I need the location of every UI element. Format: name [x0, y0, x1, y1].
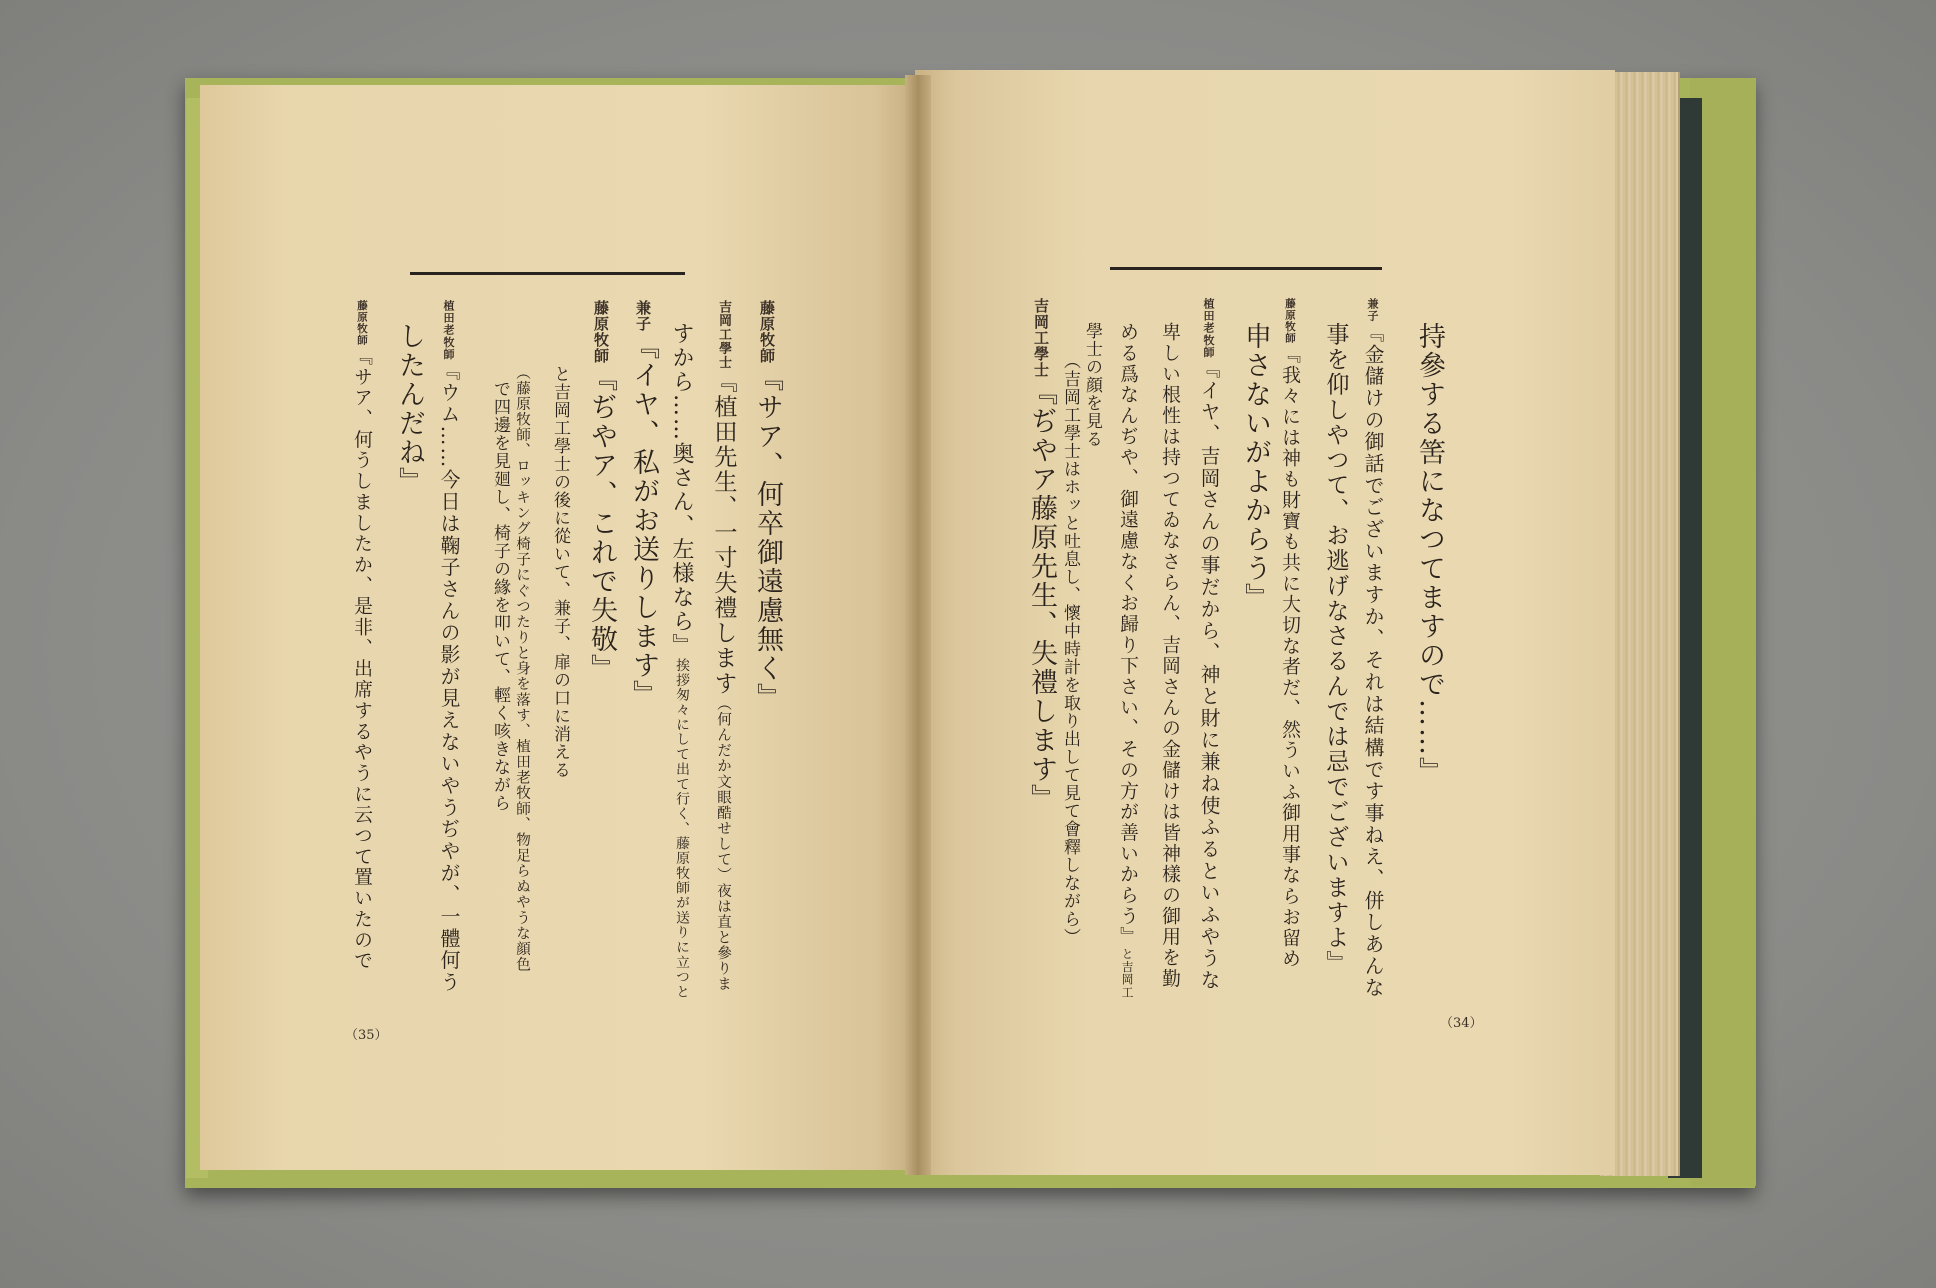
text-column: 持參する筈になつてますので……』	[1414, 322, 1445, 786]
page-number-left: （35）	[345, 1028, 388, 1043]
scene-divider-left	[410, 272, 685, 275]
stage-direction: （吉岡工學士はホッと吐息し、懷中時計を取り出して見て會釋しながら）	[1060, 352, 1080, 946]
speaker-label: 吉岡工學士	[716, 300, 731, 370]
dialogue-line: 植田老牧師『ウム……今日は鞠子さんの影が見えないやうぢやが、一體何う	[437, 300, 460, 994]
text-column: すから……奥さん、左様なら』挨拶匆々にして出て行く、藤原牧師が送りに立つと	[669, 322, 694, 1000]
text-column: 申さないがよからう』	[1240, 322, 1271, 612]
book-gutter	[905, 75, 931, 1175]
speaker-label: 吉岡工學士	[1032, 298, 1050, 378]
stage-direction: 學士の顔を見る	[1082, 322, 1102, 448]
speaker-label: 藤原牧師	[592, 300, 610, 364]
speaker-label: 藤原牧師	[758, 300, 776, 364]
dialogue-line: 植田老牧師『イヤ、吉岡さんの事だから、神と財に兼ね使ふるといふやうな	[1197, 298, 1220, 992]
scene-divider-right	[1110, 267, 1382, 270]
dialogue-line: 兼子『金儲けの御話でございますか、それは結構です事ねえ、併しあんな	[1361, 298, 1384, 1000]
text-column: める爲なんぢや、御遠慮なくお歸り下さい、その方が善いからう』と吉岡工	[1117, 322, 1138, 999]
speaker-label: 藤原牧師	[1283, 298, 1295, 344]
dialogue-line: 藤原牧師『ぢやア、これで失敬』	[586, 300, 617, 683]
speaker-label: 兼子	[634, 300, 652, 332]
speaker-label: 植田老牧師	[442, 300, 455, 361]
dialogue-line: 藤原牧師『サア、何卒御遠慮無く』	[752, 300, 783, 712]
speaker-label: 兼子	[1366, 298, 1379, 323]
page-number-right: （34）	[1440, 1016, 1483, 1031]
text-column: したんだね』	[394, 322, 425, 496]
stage-direction: と吉岡工學士の後に從いて、兼子、扉の口に消える	[550, 365, 570, 779]
text-column: 卑しい根性は持つてゐなさらん、吉岡さんの金儲けは皆神樣の御用を勤	[1159, 322, 1180, 990]
right-page	[915, 70, 1615, 1175]
stage-direction: （藤原牧師、ロッキング椅子にぐつたりと身を落す、植田老牧師、物足らぬやうな顔色	[514, 365, 531, 973]
text-column: 事を仰しやつて、お逃げなさるんでは忌でございますよ』	[1322, 322, 1348, 976]
dialogue-line: 兼子『イヤ、私がお送りします』	[628, 300, 659, 709]
dialogue-line: 吉岡工學士『植田先生、一寸失禮します（何んだか文眼酷せして）夜は直と參りま	[710, 300, 736, 992]
dialogue-line: 藤原牧師『サア、何うしましたか、是非、出席するやうに云つて置いたので	[351, 300, 372, 972]
dialogue-line: 藤原牧師『我々には神も財寶も共に大切な者だ、然ういふ御用事ならお留め	[1279, 298, 1300, 970]
speaker-label: 植田老牧師	[1202, 298, 1215, 359]
stage-direction: で四邊を見廻し、椅子の緣を叩いて、輕く咳きながら	[490, 380, 510, 812]
dialogue-line: 吉岡工學士『ぢやア藤原先生、失禮します』	[1026, 298, 1057, 813]
speaker-label: 藤原牧師	[355, 300, 367, 346]
